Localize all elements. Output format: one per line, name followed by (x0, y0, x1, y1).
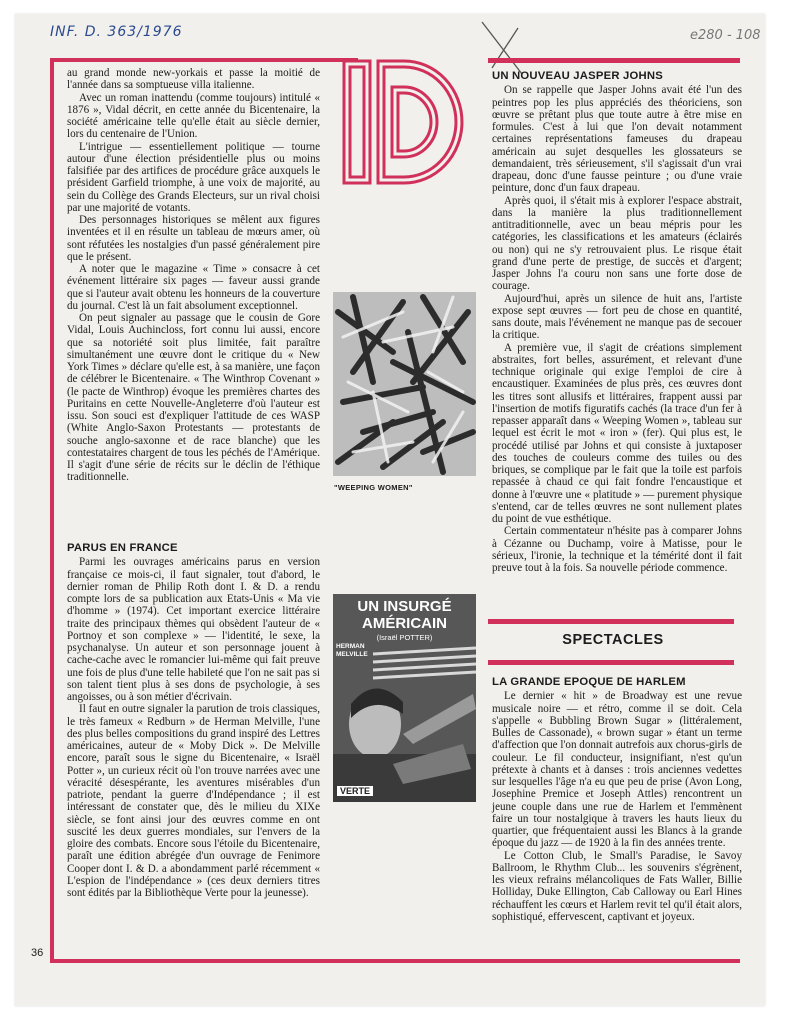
article-heading: LA GRANDE EPOQUE DE HARLEM (492, 676, 686, 688)
section-title-spectacles: SPECTACLES (562, 632, 664, 648)
paragraph: L'intrigue — essentiellement politique — tourne autour d'une élection présidentielle plus ou moins falsifiée par des artifices de procédure grâce auxquels le président Garfield triomphe, à une voix de majorité, au sein du Collège des Grands Electeurs, sur un rival choisi par une majorité de votants. (67, 140, 320, 214)
book-author-last: MELVILLE (336, 651, 368, 658)
section-rule-top (488, 619, 734, 624)
pen-cross-mark (478, 18, 526, 78)
handwritten-reference: INF. D. 363/1976 (50, 24, 183, 40)
weeping-women-painting (333, 292, 476, 476)
paragraph: Après quoi, il s'était mis à explorer l'espace abstrait, dans la manière la plus traditionnellement antitraditionnelle, avec un beau mépris pour les catégories, les classifications et les amateurs (éclairés ou non) qui ne s'y retrouvaient plus. Le risque était grand d'une perte de prestige, de succès et d'argent; Jasper Johns l'a couru non sans une forte dose de courage. (492, 194, 742, 293)
left-column-article (67, 67, 320, 484)
paragraph: A noter que le magazine « Time » consacre à cet événement littéraire six pages — faveur aussi grande que si l'auteur avait obtenu les honneurs de la couverture du journal. C'est là un fait absolument exceptionnel. (67, 263, 320, 312)
paragraph: Il faut en outre signaler la parution de trois classiques, le très fameux « Redburn » de Herman Melville, l'une des plus belles compositions du grand inspiré des Lettres américaines, auteur de « Moby Dick ». De Melville encore, paraît sous le signe du Bicentenaire, « Israël Potter », un curieux récit où l'on trouve narrées avec une véracité désespérante, les aventures misérables d'un patriote, pendant la guerre d'Indépendance ; il est intéressant de constater que, dès le milieu du XIXe siècle, se font ainsi jour des œuvres comme en ont suscité les deux guerres mondiales, sur l'envers de la gloire des combats. Encore sous l'étoile du Bicentenaire, paraît une édition abrégée d'un ouvrage de Fenimore Cooper dont I. & D. a abondamment parlé récemment « L'espion de l'indépendance » (ces deux derniers titres sont édités par la Bibliothèque Verte pour la jeunesse). (67, 703, 320, 899)
parus-en-france-article (67, 542, 320, 899)
book-collection-label: VERTE (337, 786, 373, 796)
frame-bottom-line (50, 959, 740, 963)
drop-cap-d-graphic (342, 57, 466, 187)
frame-left-line (50, 58, 54, 963)
paragraph: Le Cotton Club, le Small's Paradise, le Savoy Ballroom, le Rhythm Club... les souvenirs s'égrènent, les vieux refrains mélancoliques de Fats Waller, Billie Holliday, Duke Ellington, Cab Calloway ou Earl Hines réchauffent les cœurs et Harlem revit tel qu'il était alors, sophistiqué, effervescent, captivant et joyeux. (492, 849, 742, 923)
harlem-article (492, 676, 742, 923)
book-author-first: HERMAN (336, 643, 365, 650)
frame-top-line-left (50, 58, 358, 62)
paragraph: Certain commentateur n'hésite pas à comparer Johns à Cézanne ou Duchamp, voire à Matisse, pour le sérieux, l'ironie, la technique et la témérité dont il fait preuve tout à la fois. Sa nouvelle période commence. (492, 525, 742, 574)
book-title-line1: UN INSURGÉ (357, 598, 452, 615)
book-subtitle: (Israël POTTER) (376, 633, 433, 642)
paragraph: On se rappelle que Jasper Johns avait été l'un des peintres pop les plus appréciés des théoriciens, son œuvre se prêtant plus que toute autre à être mise en formules. C'est à lui que l'on devait notamment certaines représentations fameuses du drapeau américain au sujet desquelles les glossateurs se demandaient, très sérieusement, s'il s'agissait d'un vrai drapeau, donc d'une fausse peinture ; ou d'une vraie peinture, donc d'un faux drapeau. (492, 84, 742, 195)
book-cover-un-insurge-americain (333, 594, 476, 802)
paragraph: Le dernier « hit » de Broadway est une revue musicale noire — et rétro, comme il se doit. Cela s'appelle « Bubbling Brown Sugar » (littéralement, Bulles de Cassonade), « brown sugar » étant un terme d'affection que l'on donnait autrefois aux chorus-girls de couleur. Le fil conducteur, insignifiant, n'est qu'un prétexte à chants et à danses : trois anciennes vedettes sur lesquelles l'âge n'a eu que peu de prise (Avon Long, Josephine Premice et Joseph Attles) rencontrent un jeune couple dans une rue de Harlem et l'emmènent faire un tour nostalgique à travers les hauts lieux du quartier, que fréquentaient aussi les Blancs à la grande époque du jazz — de 1920 à la fin des années trente. (492, 690, 742, 850)
article-heading: UN NOUVEAU JASPER JOHNS (492, 70, 663, 82)
book-title-line2: AMÉRICAIN (362, 615, 447, 632)
frame-top-line-right (488, 58, 740, 63)
paragraph: On peut signaler au passage que le cousin de Gore Vidal, Louis Auchincloss, fort connu lui aussi, encore que sa notoriété soit plus limitée, fait paraître simultanément une œuvre dont le critique du « New York Times » déclare qu'elle est, à sa manière, une façon de célébrer le Bicentenaire. « The Winthrop Covenant » (le pacte de Winthrop) évoque les premières chartes des Puritains en cette Nouvelle-Angleterre d'où l'auteur est issu. Son souci est d'expliquer l'attitude de ces WASP (White Anglo-Saxon Protestants — protestants de souche anglo-saxonne et de race blanche) que les contestataires chargent de tous les péchés de l'Amérique. Il s'agit d'une série de récits sur le déclin de l'éthique traditionnelle. (67, 312, 320, 484)
section-rule-bottom (488, 660, 734, 665)
page-number: 36 (31, 947, 44, 959)
paragraph: Avec un roman inattendu (comme toujours) intitulé « 1876 », Vidal décrit, en cette année du Bicentenaire, la société américaine telle qu'elle était au siècle dernier, lors du centenaire de l'Union. (67, 91, 320, 141)
jasper-johns-article (492, 70, 742, 574)
paragraph: Parmi les ouvrages américains parus en version française ce mois-ci, il faut signaler, tout d'abord, le dernier roman de Philip Roth dont I. & D. a rendu compte lors de sa publication aux Etats-Unis « Ma vie d'homme » (1974). Cet important exercice littéraire traite des principaux thèmes qui obsèdent l'auteur de « Portnoy et son complexe » — l'identité, le sexe, la psychanalyse. Un auteur et son personnage jouent à cache-cache avec le romancier lui-même qui fait preuve une fois de plus d'une telle habileté que l'on ne sait pas si son talent tient plus à ses dons de psychologie, à ses angoisses, ou à son métier d'écrivain. (67, 556, 320, 703)
paragraph: Des personnages historiques se mêlent aux figures inventées et il en résulte un tableau de mœurs amer, où sont réfutées les nostalgies d'un passé généralement pire que le présent. (67, 214, 320, 263)
painting-strokes-graphic (333, 292, 476, 476)
paragraph: A première vue, il s'agit de créations simplement abstraites, fort belles, assurément, et relevant d'une technique originale qui exige l'emploi de cire à encaustiquer. Examinées de plus près, ces œuvres dont les titres sont allusifs et littéraires, frappent aussi par l'insertion de motifs figuratifs cachés (la trace d'un fer à repasser apparaît dans « Weeping Women », tableau sur lequel est écrit le mot « iron » (fer). Qui plus est, le procédé utilisé par Johns et qui consiste à juxtaposer des touches de couleurs comme des tuiles ou des briques, se complique par le fait que la toile est parfois repassée à chaud ce qui fait fondre l'encaustique et donne à l'œuvre une « platitude » — purement physique s'entend, car de telles œuvres ne sont nullement plates du point de vue esthétique. (492, 341, 742, 525)
handwritten-code: e280 - 108 (690, 28, 761, 43)
paragraph: Aujourd'hui, après un silence de huit ans, l'artiste expose sept œuvres — fort peu de chose en quantité, sans doute, mais l'événement ne manque pas de secouer la critique. (492, 292, 742, 342)
paragraph: au grand monde new-yorkais et passe la moitié de l'année dans sa somptueuse villa italienne. (67, 67, 320, 92)
painting-caption: "WEEPING WOMEN" (334, 483, 413, 492)
article-heading: PARUS EN FRANCE (67, 542, 178, 554)
